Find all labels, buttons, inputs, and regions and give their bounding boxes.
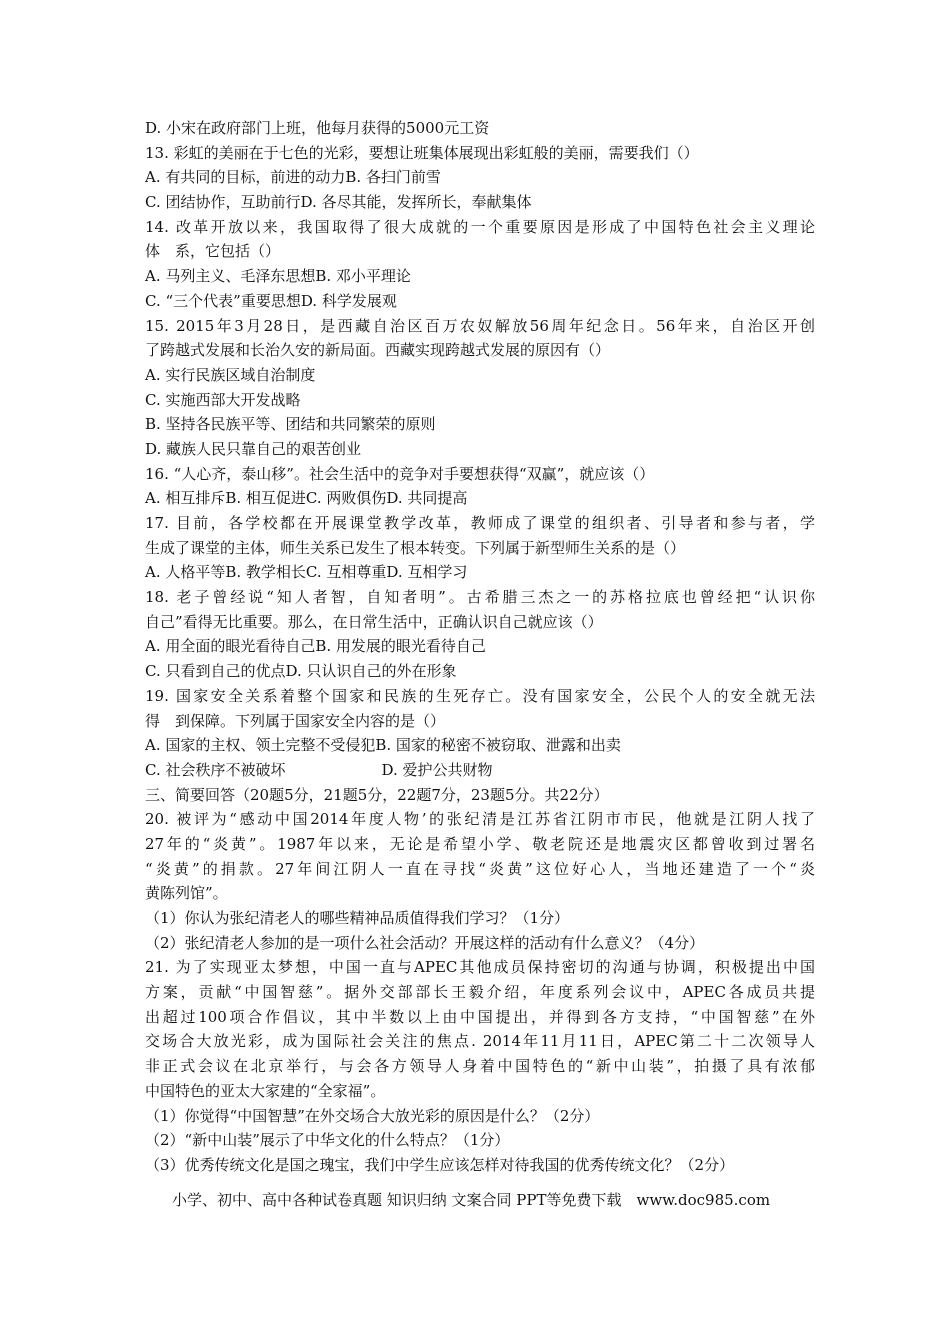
option-d: D. 爱护公共财物 [381,760,493,779]
question-19-cont: 得 到保障。下列属于国家安全内容的是（） [145,711,446,730]
question-20-cont: 27年的“炎黄”。1987年以来，无论是希望小学、敬老院还是地震灾区都曾收到过署名 [145,834,815,853]
section-heading: 三、简要回答（20题5分，21题5分，22题7分，23题5分。共22分） [145,785,609,804]
option-line: A. 国家的主权、领土完整不受侵犯B. 国家的秘密不被窃取、泄露和出卖 [145,736,621,755]
question-14: 14. 改革开放以来，我国取得了很大成就的一个重要原因是形成了中国特色社会主义理论 [145,217,815,236]
exam-content [145,116,815,1178]
option-line [145,758,815,783]
page-footer: 小学、初中、高中各种试卷真题 知识归纳 文案合同 PPT等免费下载 www.doc985.com [172,1191,771,1209]
option-line: D. 藏族人民只靠自己的艰苦创业 [145,439,362,458]
question-15-cont: 了跨越式发展和长治久安的新局面。西藏实现跨越式发展的原因有（） [145,341,611,360]
question-17-cont: 生成了课堂的主体，师生关系已发生了根本转变。下列属于新型师生关系的是（） [145,538,686,557]
question-13: 13. 彩虹的美丽在于七色的光彩，要想让班集体展现出彩虹般的美丽，需要我们（） [145,143,699,162]
question-21-cont: 非正式会议在北京举行，与会各方领导人身着中国特色的“新中山装”，拍摄了具有浓郁 [145,1057,815,1076]
question-20: 20. 被评为“感动中国2014年度人物’的张纪清是江苏省江阴市市民，他就是江阴人找了 [145,810,815,829]
option-line: C. 只看到自己的优点D. 只认识自己的外在形象 [145,662,457,681]
question-21-cont: 方案，贡献“中国智慈”。据外交部部长王毅介绍，年度系列会议中，APEC各成员共提 [145,983,815,1002]
option-line: A. 相互排斥B. 相互促进C. 两败俱伤D. 共同提高 [145,489,468,508]
question-21-cont: 中国特色的亚太大家建的“全家福”。 [145,1081,386,1100]
question-18: 18. 老子曾经说“知人者智，自知者明”。古希腊三杰之一的苏格拉底也曾经把“认识你 [145,588,815,607]
sub-question: （3）优秀传统文化是国之瑰宝，我们中学生应该怎样对待我国的优秀传统文化？（2分） [145,1155,735,1174]
option-line: B. 坚持各民族平等、团结和共同繁荣的原则 [145,415,436,434]
question-21: 21. 为了实现亚太梦想，中国一直与APEC其他成员保持密切的沟通与协调，积极提出中国 [145,958,815,977]
question-17: 17. 目前，各学校都在开展课堂教学改革，教师成了课堂的组织者、引导者和参与者，学 [145,514,815,532]
question-19: 19. 国家安全关系着整个国家和民族的生死存亡。没有国家安全，公民个人的安全就无法 [145,686,815,705]
question-18-cont: 自己”看得无比重要。那么，在日常生活中，正确认识自己就应该（） [145,612,603,631]
option-line: A. 有共同的目标，前进的动力B. 各扫门前雪 [145,168,441,187]
question-21-cont: 交场合大放光彩，成为国际社会关注的焦点. 2014年11月11日，APEC第二十二次领导人 [145,1032,815,1051]
option-line: A. 人格平等B. 教学相长C. 互相尊重D. 互相学习 [145,563,468,582]
option-line: A. 用全面的眼光看待自己B. 用发展的眼光看待自己 [145,637,486,656]
option-line: C. 团结协作，互助前行D. 各尽其能，发挥所长，奉献集体 [145,193,532,212]
option-line: A. 马列主义、毛泽东思想B. 邓小平理论 [145,267,411,286]
sub-question: （2）“新中山装”展示了中华文化的什么特点？（1分） [145,1131,510,1150]
sub-question: （1）你认为张纪清老人的哪些精神品质值得我们学习？（1分） [145,909,570,927]
option-c: C. 社会秩序不被破坏 [145,760,286,779]
question-16: 16. “人心齐，泰山移”。社会生活中的竞争对手要想获得“双赢”，就应该（） [145,464,655,483]
question-21-cont: 出超过100项合作倡议，其中半数以上由中国提出，并得到各方支持，“中国智慈”在外 [145,1007,815,1026]
question-15: 15. 2015年3月28日，是西藏自治区百万农奴解放56周年纪念日。56年来，自治区开创 [145,316,815,335]
question-20-cont: 黄陈列馆”。 [145,884,228,903]
option-line: C. 实施西部大开发战略 [145,390,301,409]
sub-question: （2）张纪清老人参加的是一项什么社会活动？开展这样的活动有什么意义？（4分） [145,933,705,952]
option-line: A. 实行民族区域自治制度 [145,365,316,384]
sub-question: （1）你觉得“中国智慧”在外交场合大放光彩的原因是什么？（2分） [145,1106,600,1125]
question-14-cont: 体 系，它包括（） [145,242,281,261]
option-line: C. “三个代表”重要思想D. 科学发展观 [145,291,397,310]
question-20-cont: “炎黄”的捐款。27年间江阴人一直在寻找“炎黄”这位好心人，当地还建造了一个“炎 [145,859,815,878]
option-line: D. 小宋在政府部门上班，他每月获得的5000元工资 [145,119,490,137]
